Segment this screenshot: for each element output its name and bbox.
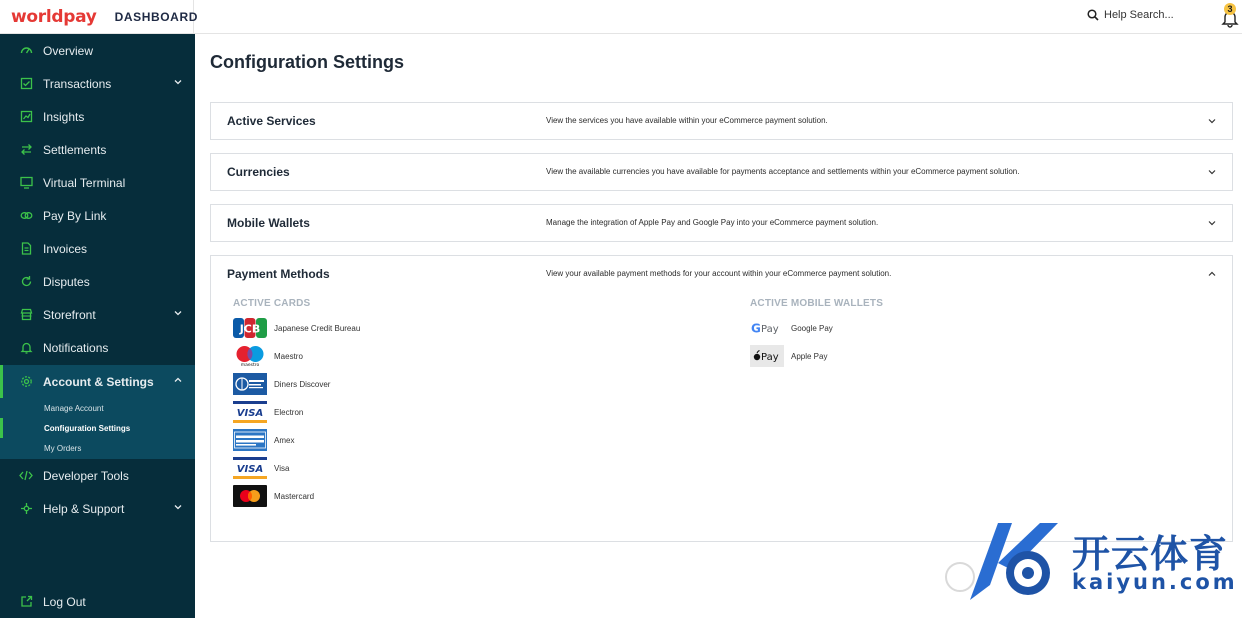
diners-club-logo [233, 373, 267, 395]
panel-title: Payment Methods [227, 267, 330, 281]
card-name: Amex [274, 435, 295, 445]
sidebar-item-label: Transactions [43, 76, 112, 91]
link-icon [19, 209, 33, 223]
document-icon [19, 242, 33, 256]
sidebar-subitem-label: My Orders [44, 443, 82, 453]
notifications-button[interactable] [1221, 6, 1239, 26]
card-item-maestro [233, 345, 303, 367]
svg-text:JCB: JCB [239, 322, 261, 336]
sidebar-item-settlements[interactable] [0, 133, 195, 166]
watermark-overlay [940, 515, 1240, 610]
search-icon [1087, 9, 1099, 21]
panel-description: View the available currencies you have available for payments acceptance and settlements within your eCommerce payment solution. [546, 167, 1020, 176]
gear-icon [19, 375, 33, 389]
panel-active-services [210, 102, 1233, 140]
svg-text:maestro: maestro [240, 363, 260, 367]
svg-text:VISA: VISA [236, 408, 264, 419]
panel-mobile-wallets [210, 204, 1233, 242]
sidebar-item-label: Help & Support [43, 501, 125, 516]
sidebar-item-label: Storefront [43, 307, 96, 322]
sidebar-subitem-label: Configuration Settings [44, 423, 131, 433]
receipt-icon [19, 77, 33, 91]
sidebar-item-label: Insights [43, 109, 85, 124]
sidebar-item-account-settings[interactable] [0, 365, 195, 398]
sidebar-item-developer-tools[interactable] [0, 459, 195, 492]
chevron-up-icon [1207, 269, 1217, 279]
sidebar-item-invoices[interactable] [0, 232, 195, 265]
sidebar-item-label: Log Out [43, 594, 86, 609]
card-name: Electron [274, 407, 304, 417]
monitor-icon [19, 176, 33, 190]
help-search[interactable] [1087, 9, 1174, 21]
logout-icon [19, 595, 33, 609]
active-wallets-heading: ACTIVE MOBILE WALLETS [750, 298, 884, 309]
chevron-down-icon [1207, 218, 1217, 228]
code-icon [19, 469, 33, 483]
sidebar-item-label: Pay By Link [43, 208, 107, 223]
sidebar-item-pay-by-link[interactable] [0, 199, 195, 232]
apple-pay-logo [750, 345, 784, 367]
chevron-down-icon [174, 309, 182, 317]
panel-header-active-services[interactable] [211, 103, 1232, 139]
sidebar-item-overview[interactable] [0, 34, 195, 67]
panel-title: Currencies [227, 165, 290, 179]
brand-product: DASHBOARD [114, 10, 198, 24]
refresh-icon [19, 275, 33, 289]
account-settings-submenu [0, 398, 195, 459]
panel-description: View the services you have available within your eCommerce payment solution. [546, 116, 828, 125]
chevron-down-icon [174, 78, 182, 86]
sidebar-item-label: Virtual Terminal [43, 175, 126, 190]
help-search-label: Help Search... [1104, 9, 1174, 21]
top-header [0, 0, 1242, 34]
google-pay-logo [750, 317, 784, 339]
card-name: Maestro [274, 351, 303, 361]
card-name: Visa [274, 463, 290, 473]
sidebar-subitem-manage-account[interactable] [0, 398, 195, 418]
card-item-visa [233, 457, 289, 479]
active-cards-heading: ACTIVE CARDS [233, 298, 311, 309]
mastercard-logo [233, 485, 267, 507]
store-icon [19, 308, 33, 322]
wallet-name: Google Pay [791, 323, 833, 333]
svg-text:Pay: Pay [761, 352, 779, 363]
sidebar-subitem-my-orders[interactable] [0, 438, 195, 458]
sidebar-item-label: Notifications [43, 340, 109, 355]
panel-payment-methods [210, 255, 1233, 542]
sidebar-subitem-configuration-settings[interactable] [0, 418, 195, 438]
wallet-item-apple-pay [750, 345, 827, 367]
bell-icon [19, 341, 33, 355]
wallet-name: Apple Pay [791, 351, 828, 361]
card-item-electron [233, 401, 303, 423]
sidebar-item-label: Overview [43, 43, 94, 58]
sidebar-item-label: Disputes [43, 274, 90, 289]
notification-count-badge: 3 [1224, 3, 1236, 15]
svg-text:VISA: VISA [236, 464, 264, 475]
sidebar-item-label: Invoices [43, 241, 88, 256]
page-title: Configuration Settings [210, 52, 404, 72]
card-item-mastercard [233, 485, 314, 507]
brand-name: worldpay [11, 7, 97, 27]
help-icon [19, 502, 33, 516]
chart-icon [19, 110, 33, 124]
sidebar-subitem-label: Manage Account [44, 403, 104, 413]
chevron-down-icon [1207, 167, 1217, 177]
brand-logo[interactable] [0, 0, 198, 34]
watermark-text-en: kaiyun.com [1072, 570, 1238, 594]
dashboard-icon [19, 44, 33, 58]
chevron-up-icon [174, 376, 182, 384]
watermark-text-cn: 开云体育 [1072, 532, 1229, 576]
sidebar-item-virtual-terminal[interactable] [0, 166, 195, 199]
svg-text:Pay: Pay [761, 324, 779, 335]
sidebar-item-label: Settlements [43, 142, 107, 157]
card-name: Mastercard [274, 491, 315, 501]
sidebar-item-help-support[interactable] [0, 492, 195, 525]
jcb-logo [233, 317, 267, 339]
sidebar-item-transactions[interactable] [0, 67, 195, 100]
sidebar-item-insights[interactable] [0, 100, 195, 133]
maestro-logo [233, 345, 267, 367]
sidebar-item-label: Account & Settings [43, 374, 154, 389]
panel-description: View your available payment methods for your account within your eCommerce payment solution. [546, 269, 892, 278]
amex-logo [233, 429, 267, 451]
sidebar-item-label: Developer Tools [43, 468, 129, 483]
card-item-diners [233, 373, 330, 395]
sidebar-item-disputes[interactable] [0, 265, 195, 298]
panel-title: Active Services [227, 114, 316, 128]
wallet-item-google-pay [750, 317, 833, 339]
sidebar-item-storefront[interactable] [0, 298, 195, 331]
sidebar-item-notifications[interactable] [0, 331, 195, 364]
panel-header-payment-methods[interactable] [211, 256, 1232, 292]
panel-header-mobile-wallets[interactable] [211, 205, 1232, 241]
panel-title: Mobile Wallets [227, 216, 310, 230]
panel-description: Manage the integration of Apple Pay and Google Pay into your eCommerce payment solution. [546, 218, 879, 227]
visa-electron-logo [233, 401, 267, 423]
visa-logo [233, 457, 267, 479]
panel-currencies [210, 153, 1233, 191]
svg-text:G: G [751, 321, 761, 336]
panel-header-currencies[interactable] [211, 154, 1232, 190]
card-name: Diners Discover [274, 379, 331, 389]
swap-icon [19, 143, 33, 157]
sidebar [0, 34, 195, 618]
sidebar-item-log-out[interactable] [0, 585, 195, 618]
chevron-down-icon [1207, 116, 1217, 126]
card-name: Japanese Credit Bureau [274, 323, 361, 333]
watermark-logo [940, 515, 1065, 607]
chevron-down-icon [174, 503, 182, 511]
card-item-amex [233, 429, 294, 451]
card-item-jcb [233, 317, 360, 339]
